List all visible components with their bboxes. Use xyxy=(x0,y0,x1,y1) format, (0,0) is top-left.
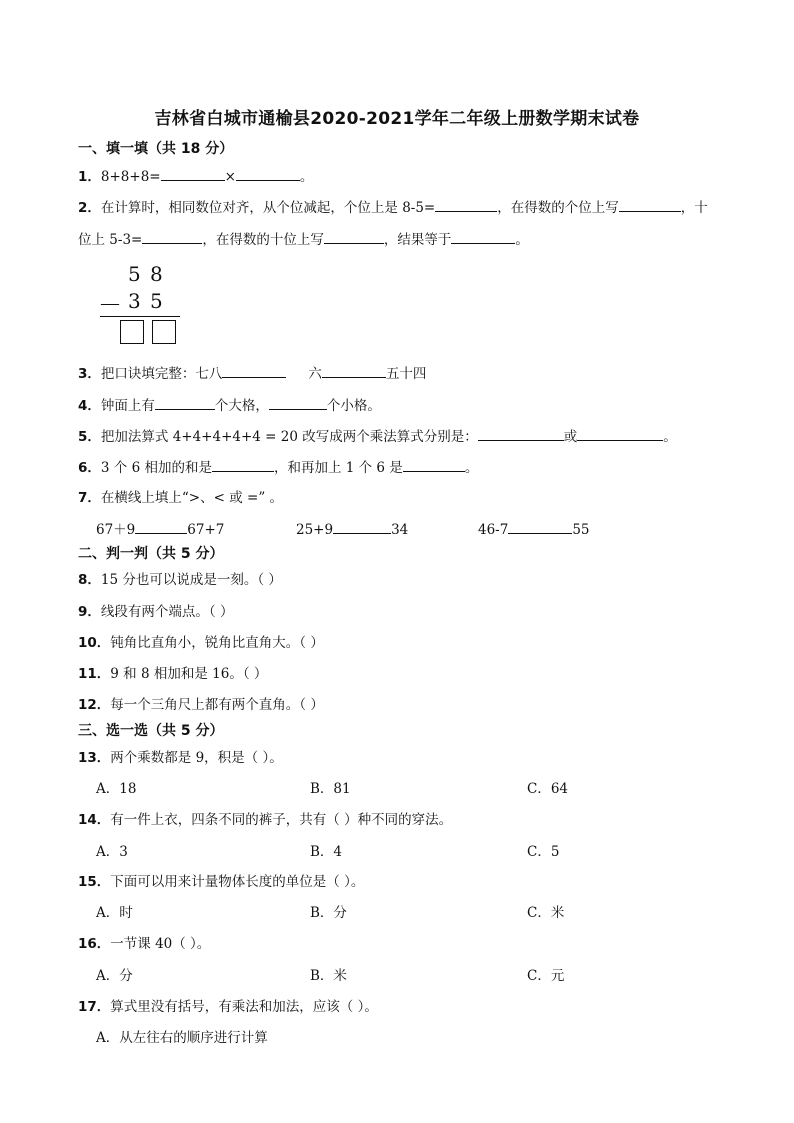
answer-box[interactable] xyxy=(120,320,144,344)
answer-blank[interactable] xyxy=(142,230,202,244)
sum-line xyxy=(100,316,180,317)
digit: 3 xyxy=(128,289,141,313)
question-12: 12．每一个三角尺上都有两个直角。（ ） xyxy=(78,697,324,713)
answer-blank[interactable] xyxy=(435,198,497,212)
digit: 8 xyxy=(150,262,163,286)
section-choose: 三、选一选（共 5 分） xyxy=(78,723,224,739)
question-16: 16．一节课 40（ ）。 xyxy=(78,936,211,952)
page-title: 吉林省白城市通榆县2020-2021学年二年级上册数学期末试卷 xyxy=(154,109,640,129)
minus-sign: － xyxy=(98,291,122,319)
question-13: 13．两个乘数都是 9，积是（ ）。 xyxy=(78,750,283,766)
compare-item-3: 46-7 55 xyxy=(478,522,590,538)
option-c[interactable]: C．5 xyxy=(527,844,560,860)
answer-blank[interactable] xyxy=(403,458,465,472)
section-judge: 二、判一判（共 5 分） xyxy=(78,546,224,562)
option-b[interactable]: B．分 xyxy=(310,905,347,921)
option-b[interactable]: B．4 xyxy=(310,844,343,860)
compare-item-2: 25+9 34 xyxy=(296,522,409,538)
digit: 5 xyxy=(128,262,141,286)
answer-blank[interactable] xyxy=(322,364,386,378)
answer-blank[interactable] xyxy=(324,230,384,244)
question-9: 9．线段有两个端点。（ ） xyxy=(78,604,234,620)
question-4: 4．钟面上有 个大格， 个小格。 xyxy=(78,398,381,414)
question-3: 3．把口诀填完整：七八 六 五十四 xyxy=(78,366,427,382)
option-b[interactable]: B．米 xyxy=(310,968,347,984)
answer-blank[interactable] xyxy=(212,458,274,472)
answer-blank[interactable] xyxy=(508,520,572,534)
option-c[interactable]: C．元 xyxy=(527,968,565,984)
answer-blank[interactable] xyxy=(135,520,187,534)
option-b[interactable]: B．81 xyxy=(310,781,351,797)
answer-blank[interactable] xyxy=(161,167,225,181)
answer-blank[interactable] xyxy=(478,427,564,441)
question-17: 17．算式里没有括号，有乘法和加法，应该（ ）。 xyxy=(78,999,378,1015)
answer-blank[interactable] xyxy=(269,396,327,410)
answer-blank[interactable] xyxy=(619,198,681,212)
compare-item-1: 67＋9 67+7 xyxy=(96,522,225,538)
option-a[interactable]: A．时 xyxy=(96,905,133,921)
question-10: 10．钝角比直角小，锐角比直角大。（ ） xyxy=(78,635,324,651)
section-fill: 一、填一填（共 18 分） xyxy=(78,141,234,157)
option-c[interactable]: C．米 xyxy=(527,905,565,921)
option-a[interactable]: A．分 xyxy=(96,968,133,984)
answer-box[interactable] xyxy=(152,320,176,344)
question-7: 7．在横线上填上“>、< 或 =” 。 xyxy=(78,490,284,506)
question-2: 2．在计算时，相同数位对齐，从个位减起，个位上是 8-5= ，在得数的个位上写 ，十 xyxy=(78,200,708,216)
question-5: 5．把加法算式 4+4+4+4+4 = 20 改写成两个乘法算式分别是： 或 。 xyxy=(78,429,677,445)
answer-blank[interactable] xyxy=(155,396,215,410)
option-a[interactable]: A．3 xyxy=(96,844,128,860)
question-8: 8．15 分也可以说成是一刻。（ ） xyxy=(78,572,282,588)
answer-blank[interactable] xyxy=(333,520,391,534)
option-a[interactable]: A．从左往右的顺序进行计算 xyxy=(96,1030,268,1046)
question-15: 15．下面可以用来计量物体长度的单位是（ ）。 xyxy=(78,874,365,890)
vertical-subtraction xyxy=(98,260,188,350)
option-a[interactable]: A．18 xyxy=(96,781,137,797)
question-2-cont: 位上 5-3= ，在得数的十位上写 ，结果等于 。 xyxy=(78,232,529,248)
option-c[interactable]: C．64 xyxy=(527,781,569,797)
digit: 5 xyxy=(150,289,163,313)
answer-blank[interactable] xyxy=(236,167,300,181)
answer-blank[interactable] xyxy=(451,230,515,244)
question-1: 1．8+8+8= × 。 xyxy=(78,169,314,185)
question-6: 6．3 个 6 相加的和是 ，和再加上 1 个 6 是 。 xyxy=(78,460,479,476)
answer-blank[interactable] xyxy=(222,364,286,378)
question-14: 14．有一件上衣，四条不同的裤子，共有（ ）种不同的穿法。 xyxy=(78,812,453,828)
answer-blank[interactable] xyxy=(577,427,663,441)
question-11: 11．9 和 8 相加和是 16。（ ） xyxy=(78,666,268,682)
